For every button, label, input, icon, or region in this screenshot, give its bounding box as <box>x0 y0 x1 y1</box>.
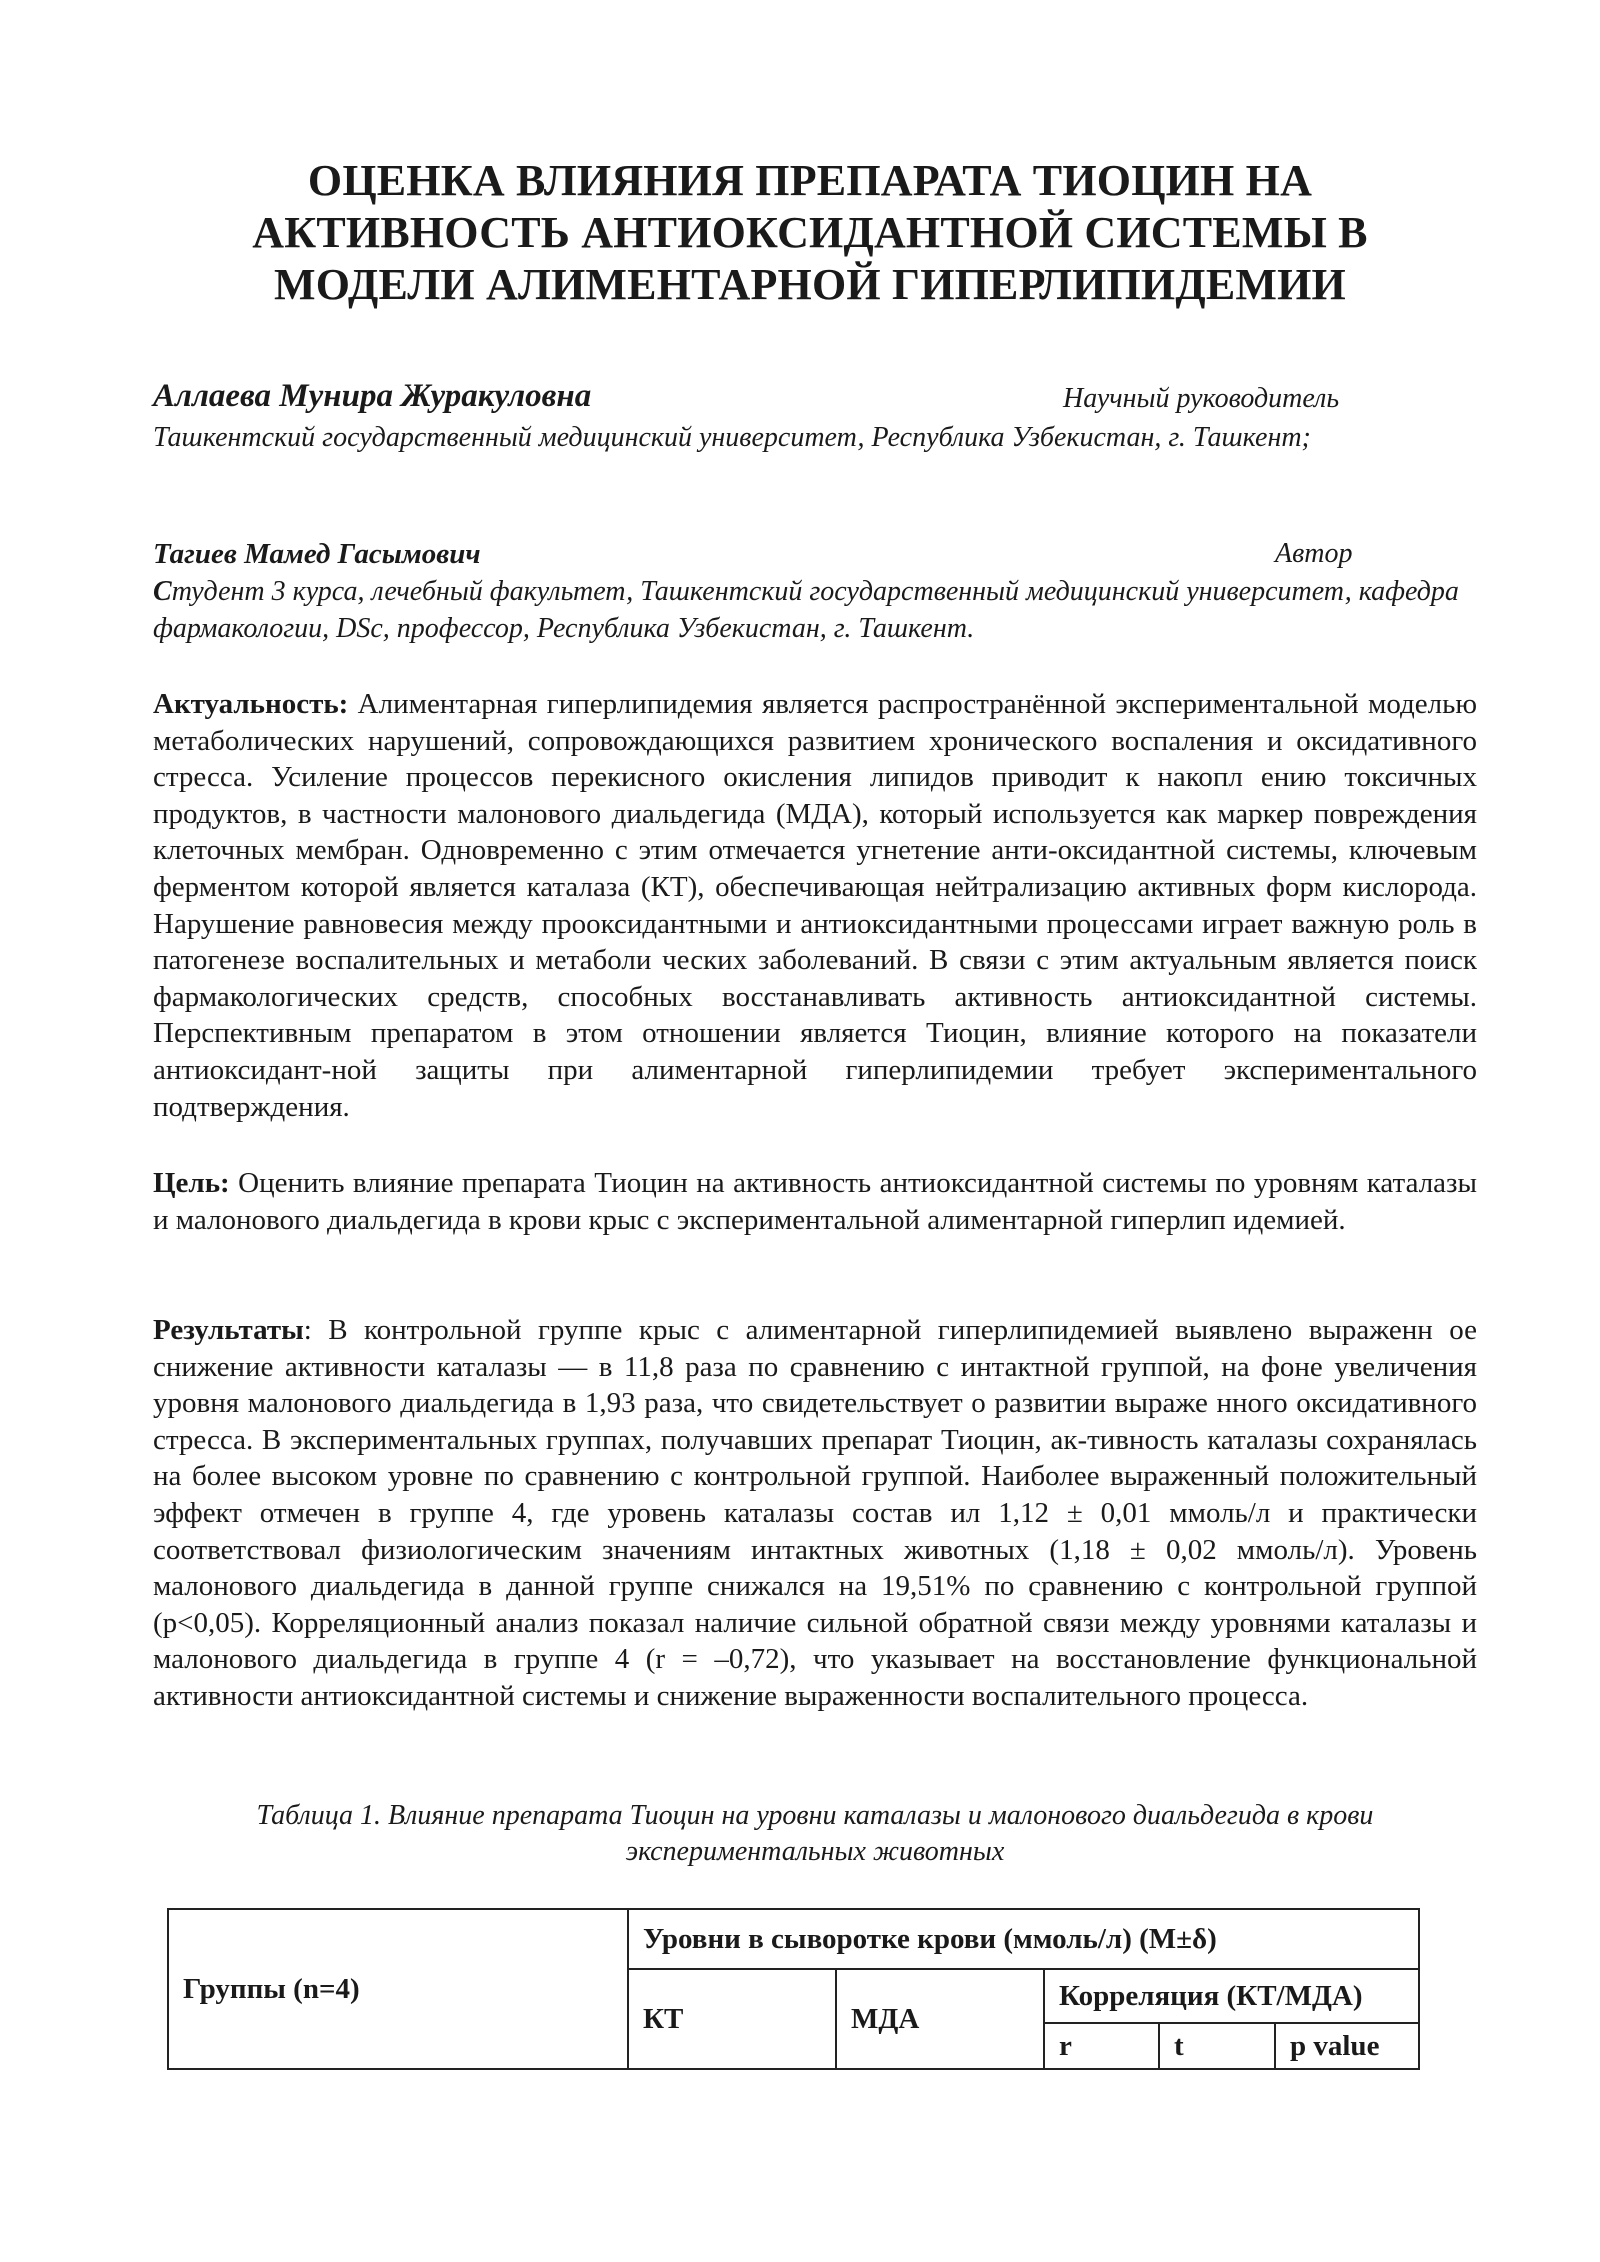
mda-header-cell: МДА <box>836 1969 1044 2069</box>
relevance-label: Актуальность: <box>153 688 349 720</box>
groups-header-cell: Группы (n=4) <box>168 1909 628 2069</box>
supervisor-name: Аллаева Мунира Журакуловна <box>153 378 592 414</box>
author-name: Тагиев Мамед Гасымович <box>153 538 481 570</box>
goal-text: Оценить влияние препарата Тиоцин на активность антиоксидантной системы по уровням каталазы и малонового диальдегида в крови крыс с экспериментальной алиментарной гиперлип идемией. <box>153 1167 1477 1236</box>
r-header-cell: r <box>1044 2023 1159 2069</box>
t-header-cell: t <box>1159 2023 1275 2069</box>
author-affiliation-text: тудент 3 курса, лечебный факультет, Ташкентский государственный медицинский университет, кафедра фармакологии, DSc, профессор, Республика Узбекистан, г. Ташкент. <box>153 576 1459 644</box>
table-header-row-1 <box>168 1909 1419 1969</box>
kt-header-cell: КТ <box>628 1969 836 2069</box>
relevance-text: Алиментарная гиперлипидемия является распространённой экспериментальной моделью метаболических нарушений, сопровождающихся развитием хронического воспаления и оксидативного стресса. Усиление процессов перекисного окисления липидов приводит к накопл ению токсичных продуктов, в частности малонового диальдегида (МДА), который используется как маркер повреждения клеточных мембран. Одновременно с этим отмечается угнетение анти-оксидантной системы, ключевым ферментом которой является каталаза (КТ), обеспечивающая нейтрализацию активных форм кислорода. Нарушение равновесия между прооксидантными и антиоксидантными процессами играет важную роль в патогенезе воспалительных и метаболи ческих заболеваний. В связи с этим актуальным является поиск фармакологических средств, способных восстанавливать активность антиоксидантной системы. Перспективным препаратом в этом отношении является Тиоцин, влияние которого на показатели антиоксидант-ной защиты при алиментарной гиперлипидемии требует экспериментального подтверждения. <box>153 688 1477 1123</box>
results-section <box>153 1312 1477 1715</box>
results-table <box>167 1908 1420 2070</box>
paper-title <box>150 155 1470 311</box>
goal-label: Цель: <box>153 1167 230 1199</box>
levels-header-cell: Уровни в сыворотке крови (ммоль/л) (M±δ) <box>628 1909 1419 1969</box>
title-line-3: МОДЕЛИ АЛИМЕНТАРНОЙ ГИПЕРЛИПИДЕМИИ <box>274 260 1346 309</box>
author-affiliation-initial: С <box>153 576 172 607</box>
p-value-header-cell: p value <box>1275 2023 1419 2069</box>
title-line-2: АКТИВНОСТЬ АНТИОКСИДАНТНОЙ СИСТЕМЫ В <box>252 208 1368 257</box>
supervisor-role: Научный руководитель <box>1063 383 1340 414</box>
relevance-section <box>153 686 1477 1125</box>
supervisor-affiliation: Ташкентский государственный медицинский университет, Республика Узбекистан, г. Ташкент; <box>153 422 1311 453</box>
goal-section <box>153 1165 1477 1238</box>
title-line-1: ОЦЕНКА ВЛИЯНИЯ ПРЕПАРАТА ТИОЦИН НА <box>307 156 1313 205</box>
author-affiliation <box>153 573 1473 647</box>
table-caption: Таблица 1. Влияние препарата Тиоцин на уровни каталазы и малонового диальдегида в крови экспериментальных животных <box>256 1800 1374 1867</box>
results-label: Результаты <box>153 1314 304 1346</box>
results-text: : В контрольной группе крыс с алиментарной гиперлипидемией выявлено выраженн ое снижение активности каталазы — в 11,8 раза по сравнению с интактной группой, на фоне увеличения уровня малонового диальдегида в 1,93 раза, что свидетельствует о развитии выраже нного оксидативного стресса. В экспериментальных группах, получавших препарат Тиоцин, ак-тивность каталазы сохранялась на более высоком уровне по сравнению с контрольной группой. Наиболее выраженный положительный эффект отмечен в группе 4, где уровень каталазы состав ил 1,12 ± 0,01 ммоль/л и практически соответствовал физиологическим значениям интактных животных (1,18 ± 0,02 ммоль/л). Уровень малонового диальдегида в данной группе снижался на 19,51% по сравнению с контрольной группой (p<0,05). Корреляционный анализ показал наличие сильной обратной связи между уровнями каталазы и малонового диальдегида в группе 4 (r = –0,72), что указывает на восстановление функциональной активности антиоксидантной системы и снижение выраженности воспалительного процесса. <box>153 1314 1477 1712</box>
author-role: Автор <box>1275 538 1353 569</box>
correlation-header-cell: Корреляция (КТ/МДА) <box>1044 1969 1419 2023</box>
